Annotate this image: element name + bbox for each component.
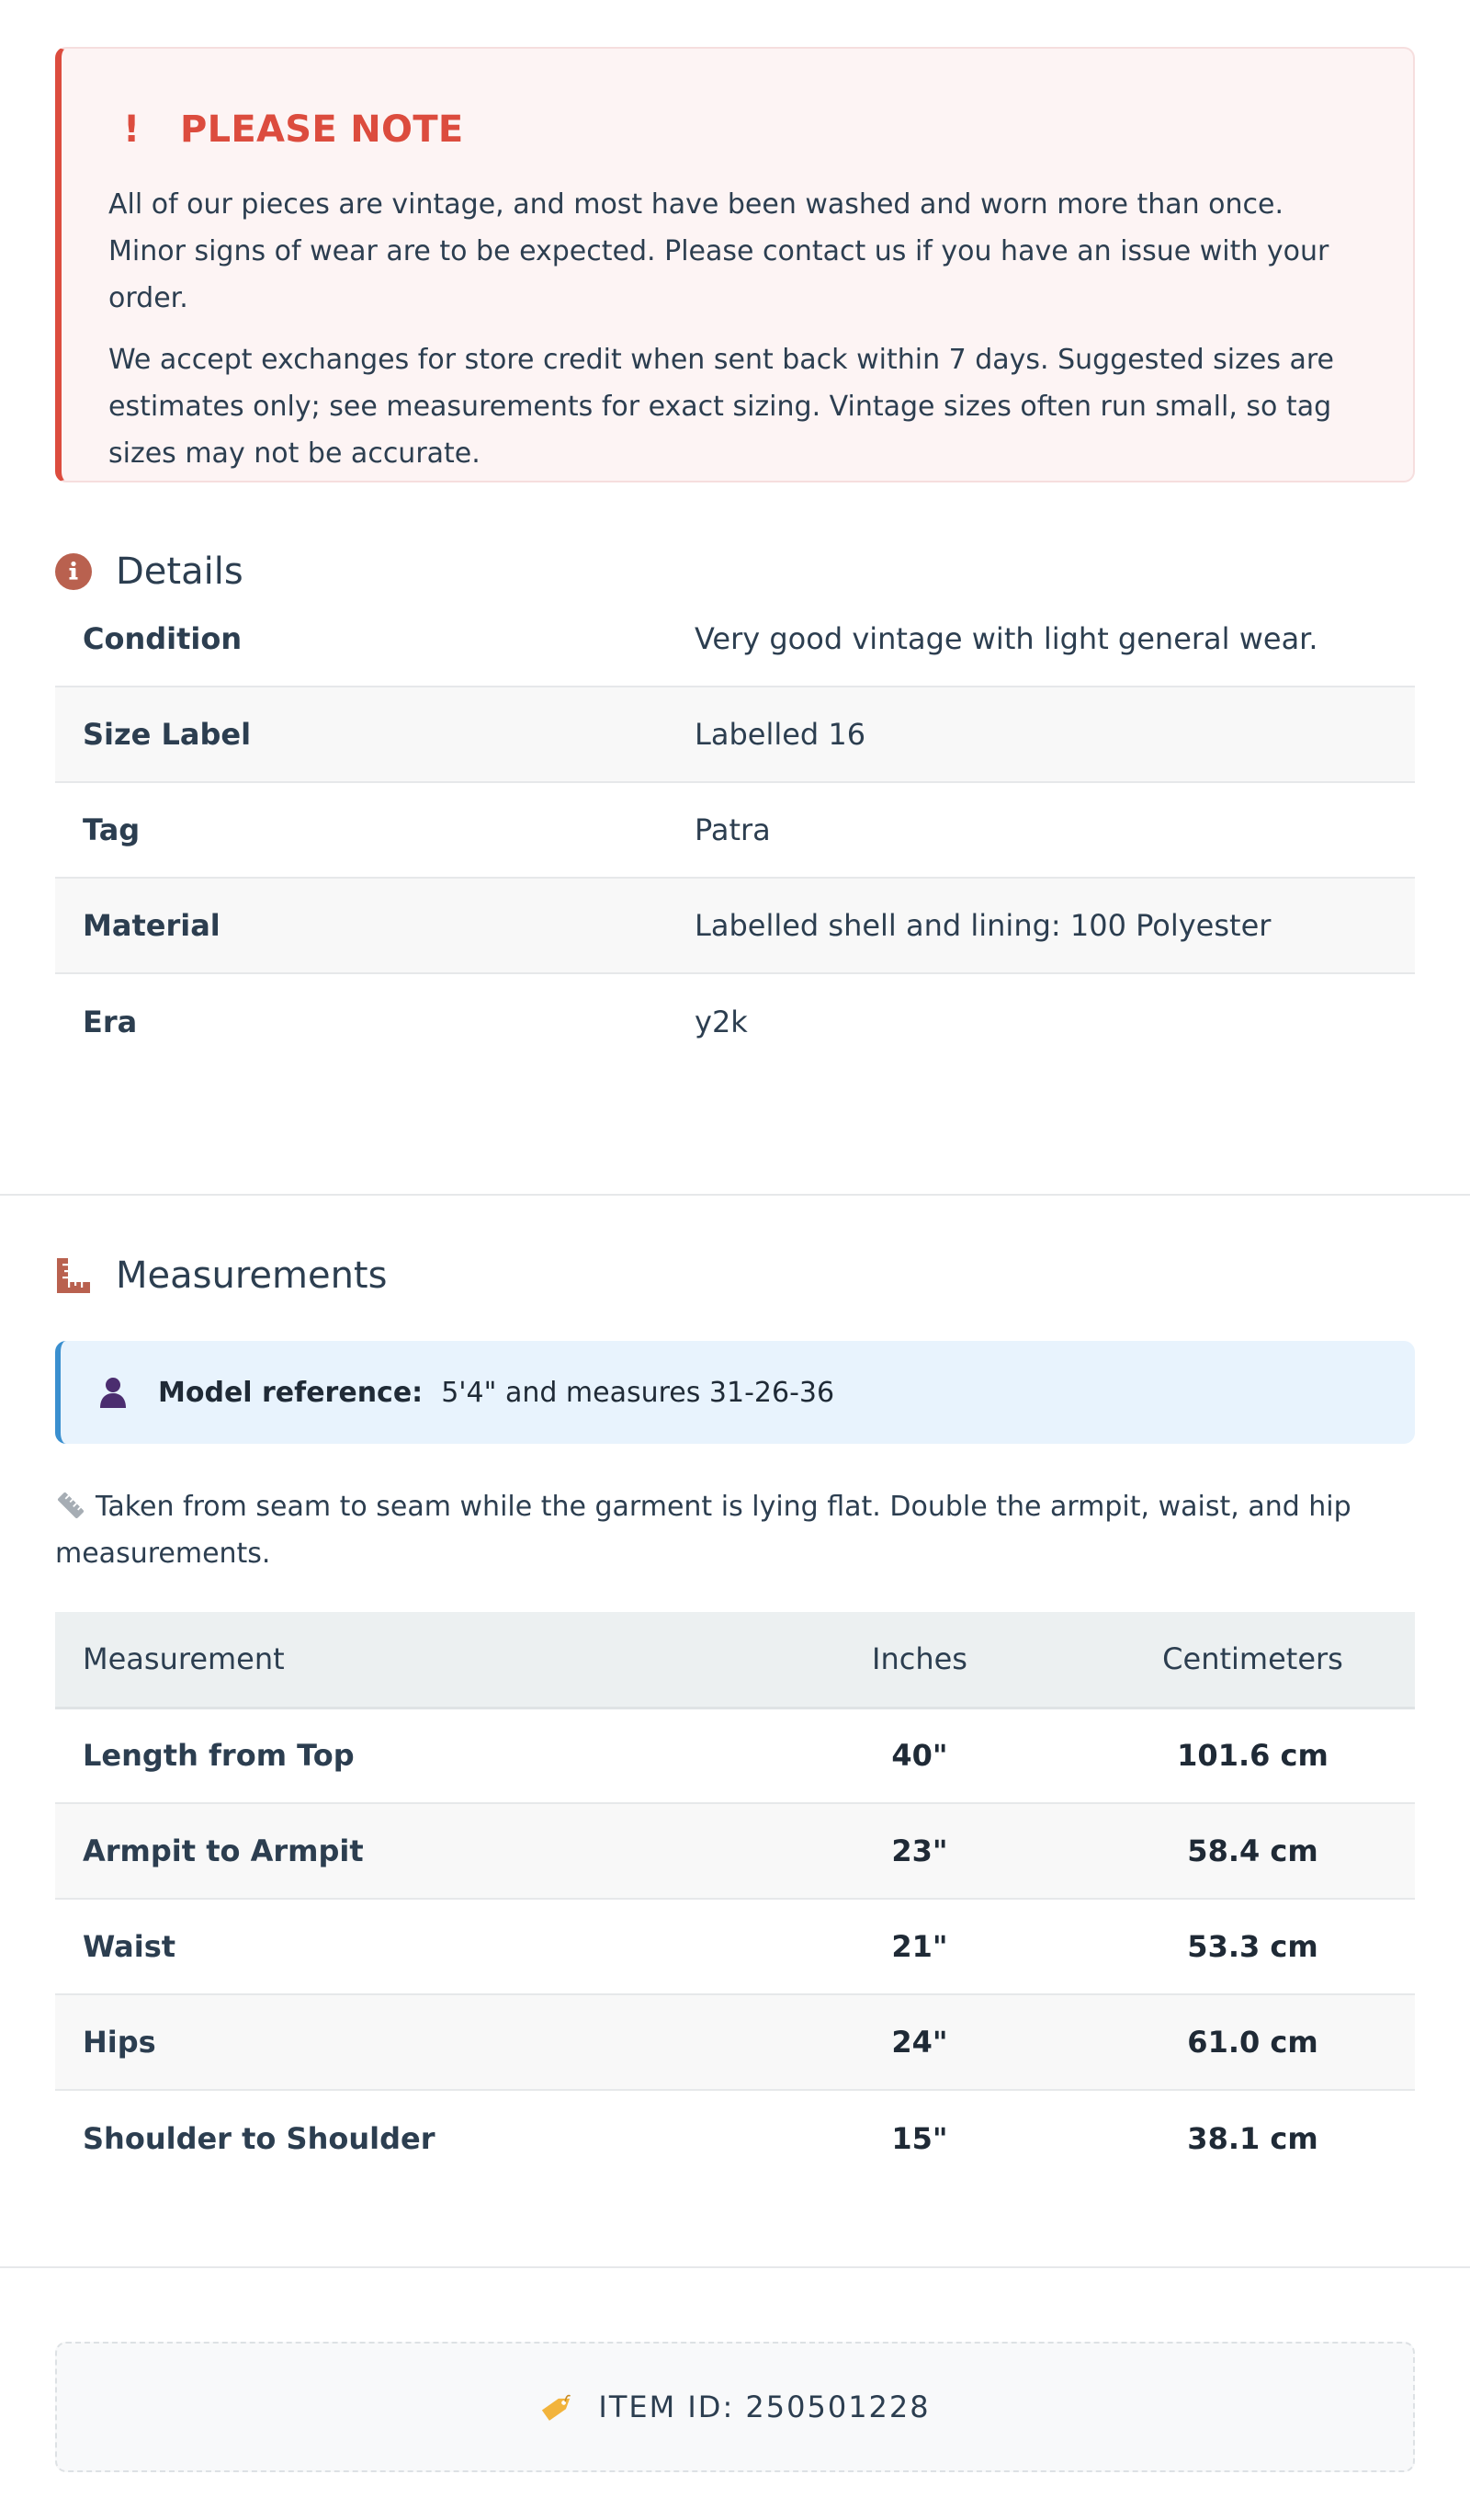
- table-row: [55, 1994, 1415, 2090]
- header-inches: Inches: [872, 1641, 967, 1677]
- measurement-inches: 23": [891, 1833, 948, 1868]
- measurements-title: Measurements: [116, 1254, 388, 1297]
- person-icon: [97, 1374, 129, 1411]
- note-paragraph-2: We accept exchanges for store credit when sent back within 7 days. Suggested sizes are estimates only; see measurements for exact sizing. Vintage sizes often run small, so tag sizes may not be accurate.: [108, 344, 1335, 470]
- table-row: [55, 1899, 1415, 1994]
- measurement-inches: 15": [891, 2120, 948, 2156]
- measurement-name: Armpit to Armpit: [83, 1833, 364, 1868]
- model-reference-label: Model reference:: [158, 1376, 424, 1409]
- measurement-inches: 21": [891, 1929, 948, 1964]
- item-id-text: ITEM ID: 250501228: [598, 2389, 931, 2424]
- measurement-inches: 24": [891, 2025, 948, 2060]
- details-title: Details: [116, 551, 243, 593]
- table-row: [55, 2090, 1415, 2185]
- model-reference-box: [55, 1341, 1415, 1444]
- straight-ruler-icon: [55, 1489, 86, 1520]
- please-note-box: [55, 47, 1415, 482]
- detail-label: Material: [83, 908, 220, 943]
- detail-value: y2k: [695, 1004, 748, 1039]
- detail-label: Condition: [83, 620, 243, 656]
- ruler-icon: [55, 1257, 92, 1294]
- table-row: [55, 687, 1415, 782]
- section-divider: [0, 1194, 1470, 1196]
- table-row: [55, 591, 1415, 687]
- table-row: [55, 1708, 1415, 1803]
- table-header-row: [55, 1612, 1415, 1708]
- info-icon: [55, 553, 92, 590]
- detail-value: Labelled 16: [695, 717, 866, 752]
- detail-label: Era: [83, 1004, 138, 1039]
- header-measurement: Measurement: [83, 1641, 285, 1677]
- measurement-cm: 53.3 cm: [1187, 1929, 1318, 1964]
- detail-value: Very good vintage with light general wear.: [695, 620, 1318, 656]
- exclamation-icon: !: [123, 108, 141, 151]
- measurement-inches: 40": [891, 1738, 948, 1774]
- measurement-cm: 101.6 cm: [1177, 1738, 1329, 1774]
- table-row: [55, 782, 1415, 878]
- note-header: [108, 104, 1367, 155]
- measurements-table: [55, 1612, 1415, 2185]
- item-id-box: [55, 2342, 1415, 2472]
- tag-icon: [539, 2389, 576, 2425]
- note-title: PLEASE NOTE: [180, 108, 464, 151]
- measurement-cm: 61.0 cm: [1187, 2025, 1318, 2060]
- measurement-name: Hips: [83, 2025, 156, 2060]
- table-row: [55, 973, 1415, 1069]
- model-reference-value: 5'4" and measures 31-26-36: [441, 1376, 835, 1409]
- measurement-name: Length from Top: [83, 1738, 355, 1774]
- detail-value: Labelled shell and lining: 100 Polyester: [695, 908, 1272, 943]
- detail-value: Patra: [695, 812, 771, 847]
- measurements-heading: [55, 1248, 387, 1303]
- measurement-cm: 38.1 cm: [1187, 2120, 1318, 2156]
- measurement-instruction: [55, 1483, 1378, 1577]
- section-divider: [0, 2266, 1470, 2268]
- details-table: [55, 591, 1415, 1069]
- detail-label: Size Label: [83, 717, 252, 752]
- table-row: [55, 878, 1415, 973]
- detail-label: Tag: [83, 812, 141, 847]
- instruction-text: Taken from seam to seam while the garment is lying flat. Double the armpit, waist, and hip measurements.: [55, 1491, 1351, 1570]
- measurement-name: Shoulder to Shoulder: [83, 2120, 435, 2156]
- table-row: [55, 1803, 1415, 1899]
- header-centimeters: Centimeters: [1162, 1641, 1343, 1677]
- measurement-name: Waist: [83, 1929, 176, 1964]
- note-paragraph-1: All of our pieces are vintage, and most have been washed and worn more than once. Minor signs of wear are to be expected. Please contact us if you have an issue with your order.: [108, 188, 1329, 314]
- measurement-cm: 58.4 cm: [1187, 1833, 1318, 1868]
